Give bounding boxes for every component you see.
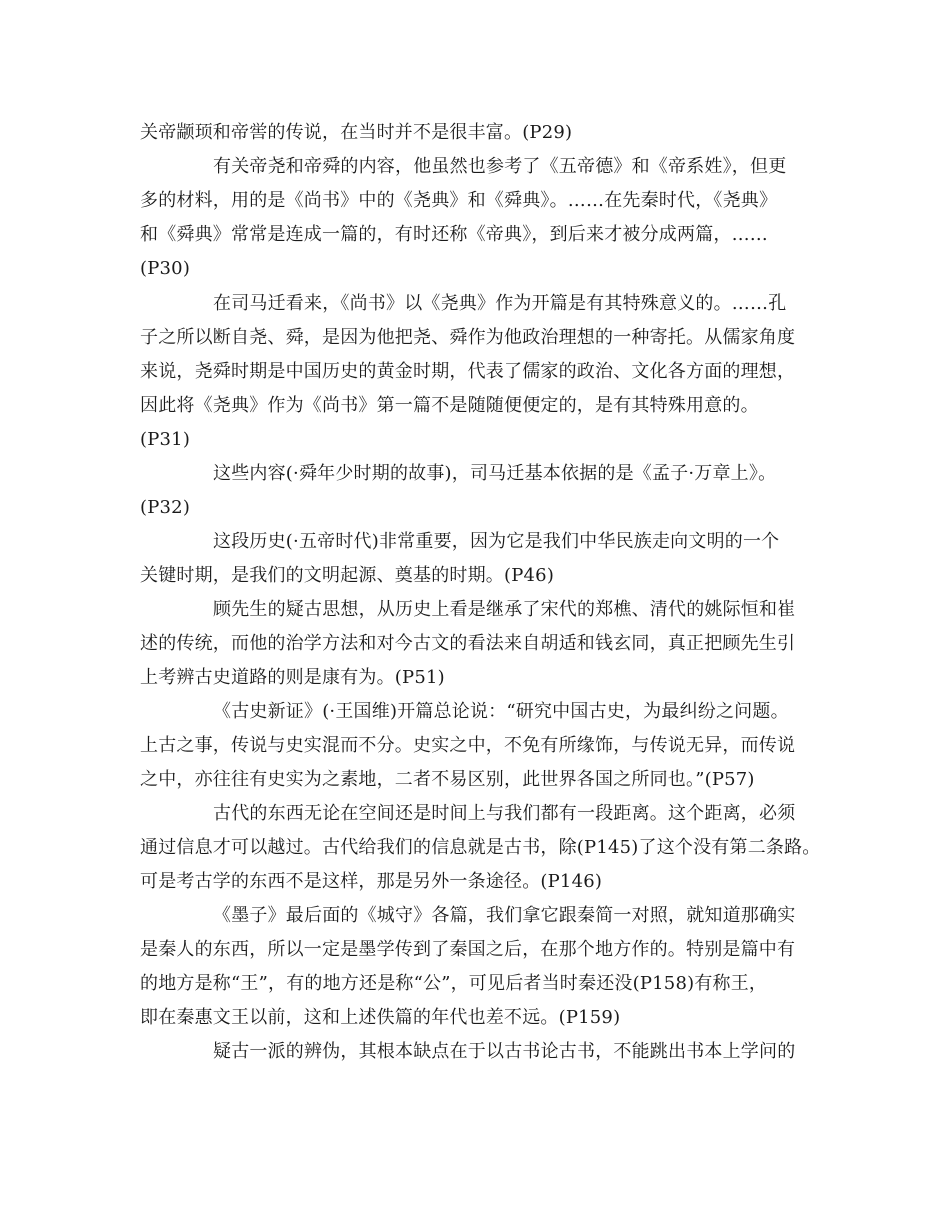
text-line: 古代的东西无论在空间还是时间上与我们都有一段距离。这个距离，必须 bbox=[213, 803, 796, 824]
text-line: 在司马迁看来，《尚书》以《尧典》作为开篇是有其特殊意义的。……孔 bbox=[213, 293, 787, 314]
text-line: 疑古一派的辨伪，其根本缺点在于以古书论古书，不能跳出书本上学问的 bbox=[213, 1041, 796, 1062]
text-line: 通过信息才可以越过。古代给我们的信息就是古书，除(P145)了这个没有第二条路。 bbox=[140, 837, 821, 858]
text-line: 这些内容(·舜年少时期的故事)，司马迁基本依据的是《孟子·万章上》。 bbox=[213, 463, 777, 484]
text-line: 《墨子》最后面的《城守》各篇，我们拿它跟秦简一对照，就知道那确实 bbox=[213, 905, 796, 926]
text-line: 这段历史(·五帝时代)非常重要，因为它是我们中华民族走向文明的一个 bbox=[213, 531, 780, 552]
text-line: 关键时期，是我们的文明起源、奠基的时期。(P46) bbox=[140, 565, 555, 586]
text-line: 上古之事，传说与史实混而不分。史实之中，不免有所缘饰，与传说无异，而传说 bbox=[140, 735, 796, 756]
text-line: 子之所以断自尧、舜，是因为他把尧、舜作为他政治理想的一种寄托。从儒家角度 bbox=[140, 327, 796, 348]
text-line: 来说，尧舜时期是中国历史的黄金时期，代表了儒家的政治、文化各方面的理想， bbox=[140, 361, 796, 382]
text-line: (P32) bbox=[140, 497, 191, 518]
text-line: 上考辨古史道路的则是康有为。(P51) bbox=[140, 667, 445, 688]
text-line: (P31) bbox=[140, 429, 191, 450]
text-line: 即在秦惠文王以前，这和上述佚篇的年代也差不远。(P159) bbox=[140, 1007, 621, 1028]
text-line: 和《舜典》常常是连成一篇的，有时还称《帝典》，到后来才被分成两篇，…… bbox=[140, 224, 768, 245]
text-line: 多的材料，用的是《尚书》中的《尧典》和《舜典》。……在先秦时代，《尧典》 bbox=[140, 190, 778, 211]
text-line: 关帝颛顼和帝喾的传说，在当时并不是很丰富。(P29) bbox=[140, 122, 573, 143]
text-line: 是秦人的东西，所以一定是墨学传到了秦国之后，在那个地方作的。特别是篇中有 bbox=[140, 939, 796, 960]
text-line: 述的传统，而他的治学方法和对今古文的看法来自胡适和钱玄同，真正把顾先生引 bbox=[140, 633, 796, 654]
text-line: 有关帝尧和帝舜的内容，他虽然也参考了《五帝德》和《帝系姓》，但更 bbox=[213, 156, 787, 177]
text-line: (P30) bbox=[140, 258, 191, 279]
text-line: 的地方是称“王”，有的地方还是称“公”，可见后者当时秦还没(P158)有称王， bbox=[140, 973, 768, 994]
text-line: 因此将《尧典》作为《尚书》第一篇不是随随便便定的，是有其特殊用意的。 bbox=[140, 395, 759, 416]
text-line: 顾先生的疑古思想，从历史上看是继承了宋代的郑樵、清代的姚际恒和崔 bbox=[213, 599, 796, 620]
text-line: 可是考古学的东西不是这样，那是另外一条途径。(P146) bbox=[140, 871, 603, 892]
text-line: 《古史新证》(·王国维)开篇总论说：“研究中国古史，为最纠纷之问题。 bbox=[213, 701, 789, 722]
text-line: 之中，亦往往有史实为之素地，二者不易区别，此世界各国之所同也。”(P57) bbox=[140, 769, 755, 790]
